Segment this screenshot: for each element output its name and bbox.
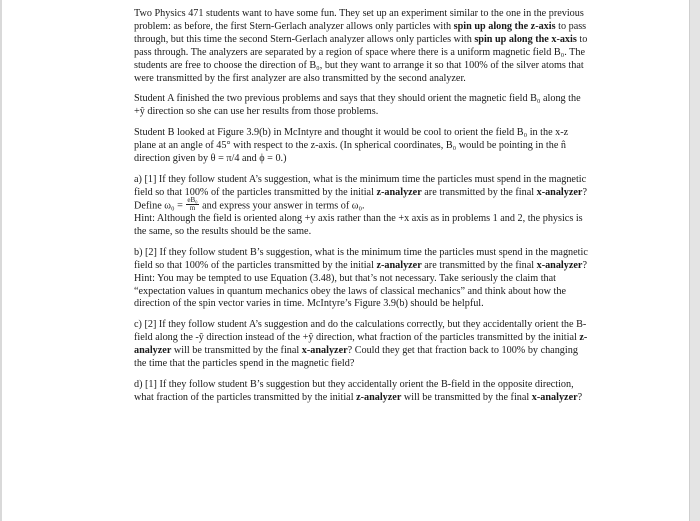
part-a-question: a) [1] If they follow student A’s suggestion, what is the minimum time the particles must spend in the magnetic field so that 100% of the particles transmitted by the initial z-analyzer are transmitted by the final x-analyzer? Define ω₀ = $\frac{\text{eB₀}}{m}$ and express your answer in terms of ω₀. Hint: Although the field is oriented along +y axis rather than the +x axis as in problems 1 and 2, the physics is the same, so the results should be the same. [134, 173, 587, 237]
page-left-edge [0, 0, 2, 521]
student-b-paragraph: Student B looked at Figure 3.9(b) in McIntyre and thought it would be cool to orient the field B₀ in the x-z plane at an angle of 45° with respect to the z-axis. (In spherical coordinates, B₀ would be pointing in the n̂ direction given by θ = π/4 and ϕ = 0.) [134, 127, 569, 165]
part-c-question: c) [2] If they follow student A’s suggestion and do the calculations correctly, but they accidentally orient the B-field along the -ŷ direction instead of the +ŷ direction, what fraction of the particles transmitted by the initial z-analyzer will be transmitted by the final x-analyzer? Could they get that fraction back to 100% by changing the time that the particles spend in the magnetic field? [134, 319, 588, 370]
intro-paragraph: Two Physics 471 students want to have some fun. They set up an experiment similar to the one in the previous problem: as before, the first Stern-Gerlach analyzer allows only particles with spin up along the z-axis to pass through, but this time the second Stern-Gerlach analyzer allows only particles with spin up along the x-axis to pass through. The analyzers are separated by a region of space where there is a uniform magnetic field B₀. The students are free to choose the direction of B₀, but they want to arrange it so that 100% of the silver atoms that were transmitted by the first analyzer are also transmitted by the second analyzer. [134, 8, 588, 84]
omega-fraction: $\frac{\text{eB₀}}{m}$ [187, 195, 198, 212]
part-a-hint: Hint: Although the field is oriented along +y axis rather than the +x axis as in problems 1 and 2, the physics is the same, so the results should be the same. [134, 213, 583, 237]
part-b-question: b) [2] If they follow student B’s suggestion, what is the minimum time the particles must spend in the magnetic field so that 100% of the particles transmitted by the initial z-analyzer are transmitted by the final x-analyzer? Hint: You may be tempted to use Equation (3.48), but that’s not necessary. Take seriously the claim that “expectation values in quantum mechanics obey the laws of classical mechanics” and think about how the direction of the spin vector varies in time. McIntyre’s Figure 3.9(b) should be helpful. [134, 246, 588, 310]
problem-text [134, 8, 590, 413]
page-right-scroll-edge [689, 0, 700, 521]
student-a-paragraph: Student A finished the two previous problems and says that they should orient the magnetic field B₀ along the +ŷ direction so she can use her results from those problems. [134, 93, 581, 118]
part-d-question: d) [1] If they follow student B’s suggestion but they accidentally orient the B-field in the opposite direction, what fraction of the particles transmitted by the initial z-analyzer will be transmitted by the final x-analyzer? [134, 379, 583, 403]
